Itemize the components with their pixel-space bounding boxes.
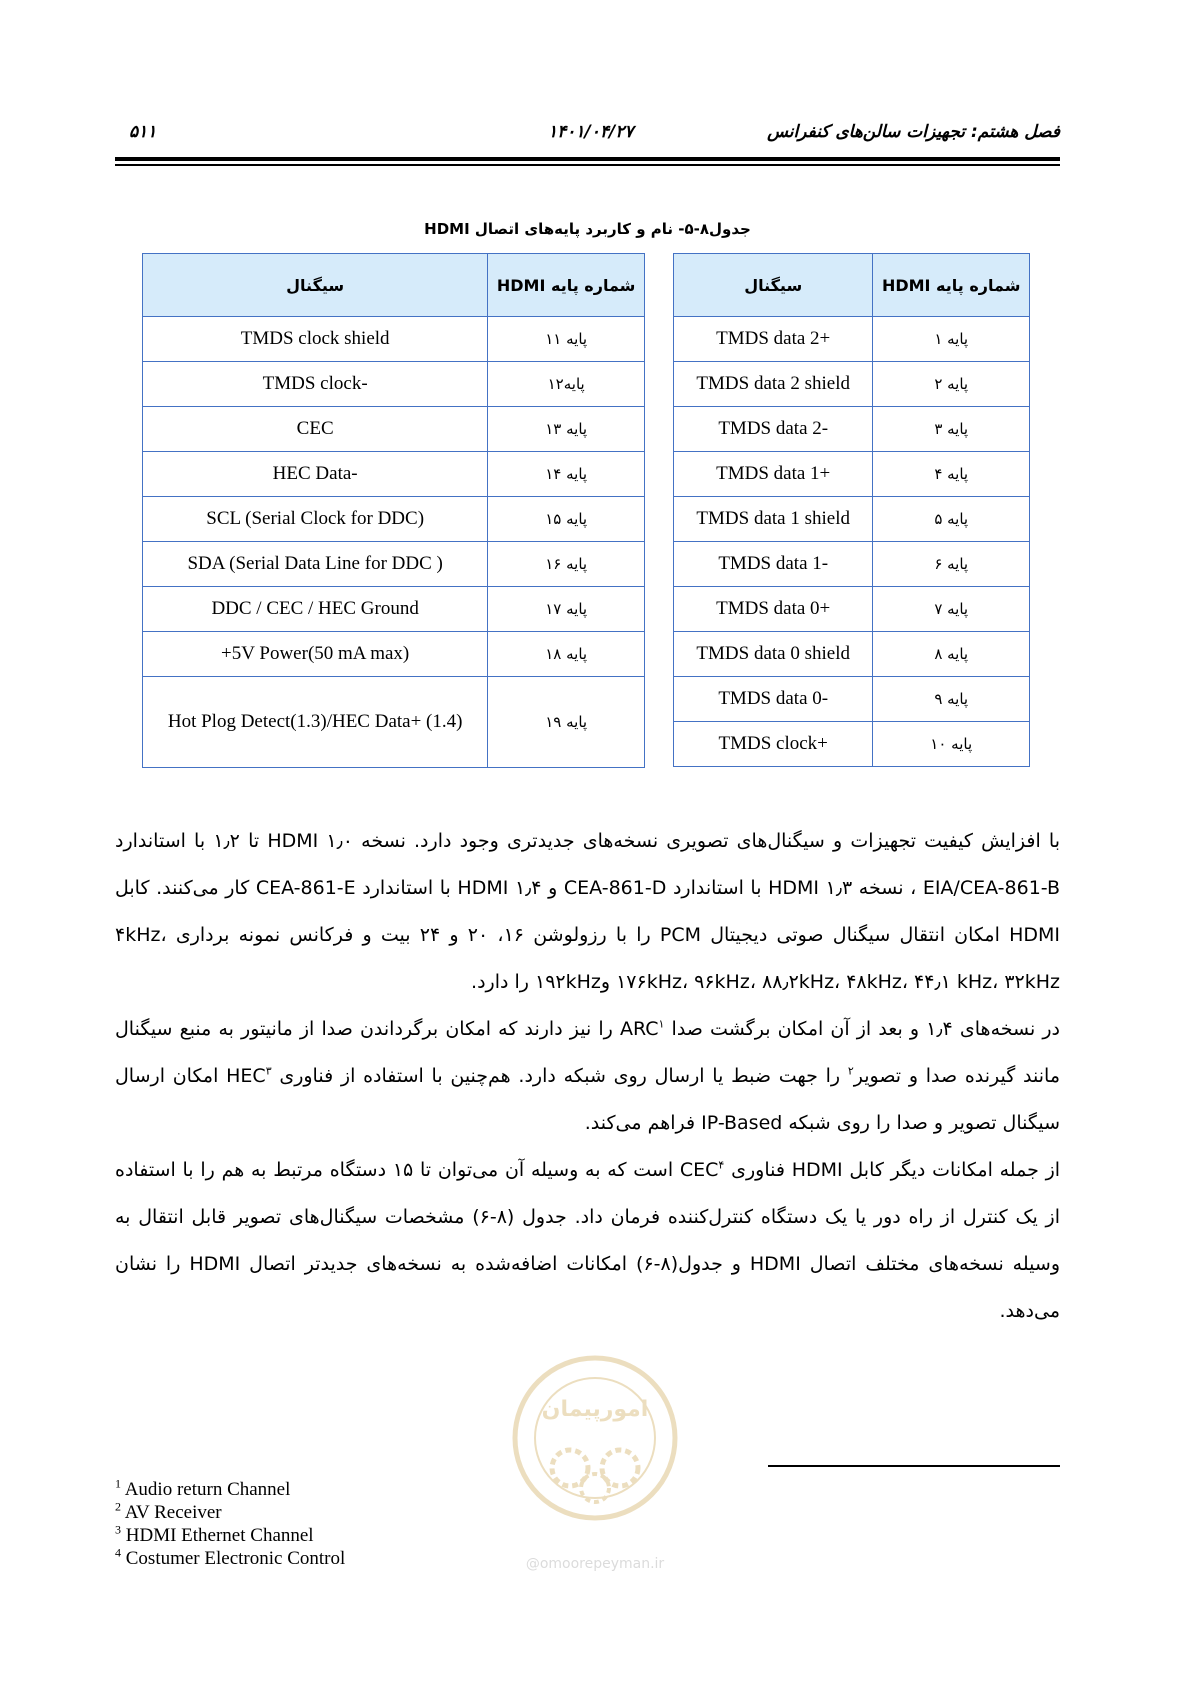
pin-cell: پایه ۶ (873, 542, 1030, 587)
signal-cell: +5V Power(50 mA max) (143, 632, 488, 677)
pin-cell: پایه ۱۴ (488, 452, 645, 497)
pin-cell: پایه ۱۱ (488, 317, 645, 362)
signal-cell: SDA (Serial Data Line for DDC ) (143, 542, 488, 587)
pin-cell: پایه ۱۸ (488, 632, 645, 677)
table-row (143, 317, 645, 362)
signal-cell: DDC / CEC / HEC Ground (143, 587, 488, 632)
pin-table-right (673, 253, 1030, 767)
pin-cell: پایه ۴ (873, 452, 1030, 497)
footnotes (115, 1478, 515, 1570)
footnote-item (115, 1547, 515, 1570)
table-row (674, 722, 1030, 767)
signal-cell: TMDS clock+ (674, 722, 873, 767)
table-row (674, 407, 1030, 452)
table-row (674, 677, 1030, 722)
table-row (143, 542, 645, 587)
signal-cell: TMDS data 0 shield (674, 632, 873, 677)
footnote-ref-4: ۴ (718, 1158, 725, 1172)
footnote-ref-1: ۱ (658, 1017, 665, 1031)
footnote-item (115, 1478, 515, 1501)
paragraph-2 (115, 1006, 1060, 1147)
watermark-url: @omoorepeyman.ir (525, 1556, 665, 1572)
col-signal-header: سیگنال (143, 254, 488, 317)
pin-cell: پایه ۷ (873, 587, 1030, 632)
signal-cell: CEC (143, 407, 488, 452)
paragraph-3-part-2: است که به وسیله آن می‌توان تا ۱۵ دستگاه مرتبط به هم را با استفاده از یک کنترل از راه دور یا یک دستگاه کنترل‌کننده فرمان داد. جدول (۸-۶) مشخصات سیگنال‌های تصویر قابل انتقال به وسیله نسخه‌های مختلف اتصال HDMI و جدول(۸-۶) امکانات اضافه‌شده به نسخه‌های جدیدتر اتصال HDMI را نشان می‌دهد. (115, 1159, 1060, 1322)
paragraph-2-part-3: را جهت ضبط یا ارسال روی شبکه دارد. هم‌چنین با استفاده از فناوری HEC (226, 1065, 848, 1087)
pin-cell: پایه ۳ (873, 407, 1030, 452)
table-row (143, 407, 645, 452)
pin-cell: پایه ۲ (873, 362, 1030, 407)
table-row (674, 632, 1030, 677)
table-row (143, 452, 645, 497)
pin-cell: پایه ۱۷ (488, 587, 645, 632)
paragraph-2-part-1: در نسخه‌های ۱٫۴ و بعد از آن امکان برگشت صدا ARC (619, 1018, 1061, 1040)
col-pin-header: شماره پایه HDMI (873, 254, 1030, 317)
table-row (674, 317, 1030, 362)
signal-cell: TMDS data 2- (674, 407, 873, 452)
signal-cell: HEC Data- (143, 452, 488, 497)
signal-cell: TMDS data 2+ (674, 317, 873, 362)
signal-cell: TMDS data 2 shield (674, 362, 873, 407)
footnote-text: Costumer Electronic Control (125, 1548, 346, 1569)
paragraph-3-part-1: از جمله امکانات دیگر کابل HDMI فناوری CEC (679, 1159, 1061, 1181)
signal-cell: TMDS clock shield (143, 317, 488, 362)
signal-cell: Hot Plog Detect(1.3)/HEC Data+ (1.4) (143, 677, 488, 768)
footnote-ref-3: ۳ (265, 1064, 272, 1078)
table-caption: جدول۸-۵- نام و کاربرد پایه‌های اتصال HDMI (424, 220, 751, 238)
footnote-num: 3 (115, 1522, 121, 1537)
footnote-text: HDMI Ethernet Channel (125, 1525, 314, 1546)
signal-cell: TMDS data 0+ (674, 587, 873, 632)
footnote-ref-2: ۲ (847, 1064, 854, 1078)
pin-cell: پایه ۸ (873, 632, 1030, 677)
page-header (115, 122, 1060, 152)
pin-cell: پایه ۱ (873, 317, 1030, 362)
footnote-item (115, 1501, 515, 1524)
footnote-text: AV Receiver (124, 1502, 222, 1523)
col-pin-header: شماره پایه HDMI (488, 254, 645, 317)
pin-table-left (142, 253, 645, 768)
col-signal-header: سیگنال (674, 254, 873, 317)
table-row (674, 542, 1030, 587)
page-number: ۵۱۱ (129, 122, 157, 142)
paragraph-1: با افزایش کیفیت تجهیزات و سیگنال‌های تصویری نسخه‌های جدیدتری وجود دارد. نسخه ۱٫۰ HDMI تا ۱٫۲ با استاندارد EIA/CEA-861-B ، نسخه ۱٫۳ HDMI با استاندارد CEA-861-D و ۱٫۴ HDMI با استاندارد CEA-861-E کار می‌کنند. کابل HDMI امکان انتقال سیگنال صوتی دیجیتال PCM را با رزولوشن ۱۶، ۲۰ و ۲۴ بیت و فرکانس نمونه برداری ۴kHz، ۱۷۶kHz، ۹۶kHz، ۸۸٫۲kHz، ۴۸kHz، ۴۴٫۱ kHz، ۳۲kHz و۱۹۲kHz را دارد. (115, 830, 1061, 993)
footnote-rule (768, 1465, 1060, 1467)
table-row (674, 362, 1030, 407)
footnote-num: 1 (115, 1476, 121, 1491)
paragraph-2-part-2: را نیز دارند که امکان برگرداندن صدا از مانیتور به منبع سیگنال مانند گیرنده صدا و تصویر (115, 1018, 1061, 1087)
table-row (674, 497, 1030, 542)
signal-cell: TMDS data 0- (674, 677, 873, 722)
signal-cell: TMDS data 1 shield (674, 497, 873, 542)
signal-cell: TMDS data 1+ (674, 452, 873, 497)
footnote-num: 2 (115, 1499, 121, 1514)
table-row (674, 452, 1030, 497)
pin-cell: پایه ۵ (873, 497, 1030, 542)
signal-cell: SCL (Serial Clock for DDC) (143, 497, 488, 542)
pin-cell: پایه ۱۰ (873, 722, 1030, 767)
footnote-num: 4 (115, 1545, 121, 1560)
body-text (115, 818, 1060, 1335)
pin-cell: پایه ۱۹ (488, 677, 645, 768)
table-row (143, 587, 645, 632)
footnote-text: Audio return Channel (124, 1479, 291, 1500)
header-rule-thick (115, 157, 1060, 161)
table-row (674, 587, 1030, 632)
pin-cell: پایه ۱۵ (488, 497, 645, 542)
watermark-arc-text: امورپیمان (541, 1397, 649, 1422)
chapter-title: فصل هشتم: تجهیزات سالن‌های کنفرانس (767, 122, 1060, 142)
header-rule-thin (115, 164, 1060, 166)
paragraph-2-part-4: امکان ارسال سیگنال تصویر و صدا را روی شبکه IP-Based فراهم می‌کند. (115, 1065, 1060, 1134)
pin-cell: پایه ۱۳ (488, 407, 645, 452)
pin-cell: پایه ۱۶ (488, 542, 645, 587)
table-row (143, 632, 645, 677)
pin-cell: پایه۱۲ (488, 362, 645, 407)
signal-cell: TMDS data 1- (674, 542, 873, 587)
table-row (143, 677, 645, 768)
table-row (143, 362, 645, 407)
table-row (143, 497, 645, 542)
header-date: ۱۴۰۱/۰۴/۲۷ (548, 122, 634, 142)
footnote-item (115, 1524, 515, 1547)
paragraph-3 (115, 1147, 1060, 1335)
signal-cell: TMDS clock- (143, 362, 488, 407)
pin-cell: پایه ۹ (873, 677, 1030, 722)
watermark-logo (490, 1338, 700, 1588)
